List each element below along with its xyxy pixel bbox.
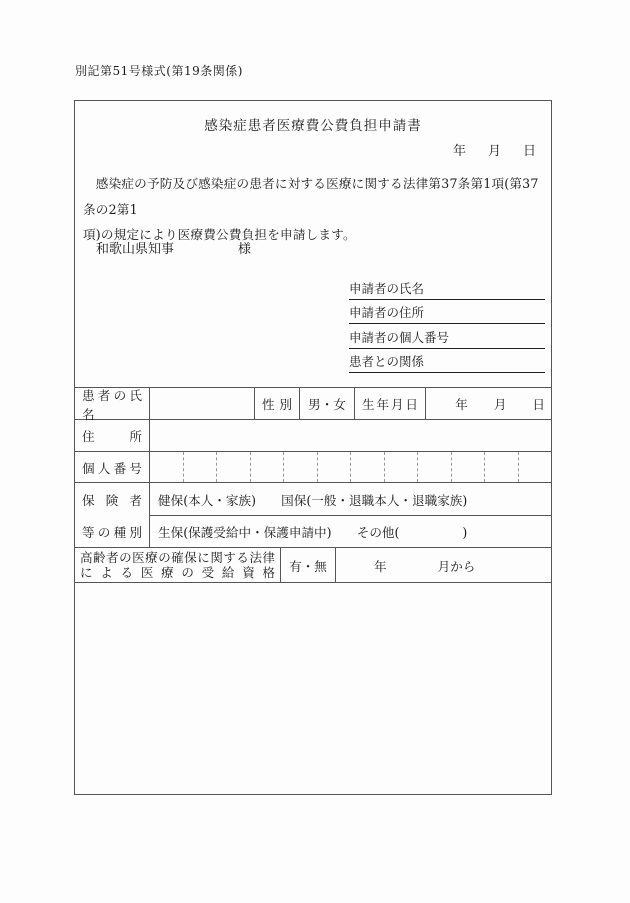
insurance-type-label-cell [75, 483, 150, 547]
table-row-patient-name [75, 388, 551, 420]
application-form-box [74, 100, 552, 795]
insurance-label-line1: 保険者 [82, 493, 142, 509]
elderly-medical-label [75, 550, 280, 581]
address-input-cell[interactable] [150, 420, 551, 451]
birth-month-unit: 月 [493, 397, 507, 412]
patient-name-input-cell[interactable] [150, 388, 255, 419]
date-month-label: 月 [487, 144, 501, 159]
declaration-line-2: 項)の規定により医療費公費負担を申請します。 [83, 227, 356, 242]
personal-number-digit-grid [150, 452, 551, 482]
insurance-type-options-cell [150, 483, 551, 547]
personal-number-digit-cell[interactable] [283, 452, 317, 482]
declaration-line-1: 感染症の予防及び感染症の患者に対する医療に関する法律第37条第1項(第37条の2第1 [83, 176, 539, 217]
elderly-month-from-unit: 月から [437, 558, 476, 574]
personal-number-input-cell [150, 452, 551, 482]
form-number-label: 別記第51号様式(第19条関係) [75, 64, 243, 78]
table-row-blank [75, 583, 551, 794]
blank-entry-area[interactable] [75, 583, 551, 794]
elderly-label-line1: 高齢者の医療の確保に関する法律 [80, 549, 275, 565]
applicant-fields-block [349, 275, 545, 373]
applicant-address-label: 申請者の住所 [349, 305, 425, 320]
insurance-options-row2[interactable] [150, 516, 551, 547]
applicant-address-field[interactable] [349, 300, 545, 325]
sex-options: 男・女 [308, 397, 346, 412]
sex-label: 性別 [262, 397, 292, 412]
birth-date-label: 生年月日 [362, 397, 418, 412]
elderly-medical-options: 有・無 [289, 558, 327, 574]
applicant-personal-number-field[interactable] [349, 324, 545, 349]
table-row-address [75, 420, 551, 452]
address-label-cell [75, 420, 150, 451]
table-row-personal-number [75, 452, 551, 483]
addressee-honorific: 様 [238, 242, 252, 257]
patient-relation-field[interactable] [349, 349, 545, 374]
personal-number-label: 個人番号 [82, 460, 142, 476]
personal-number-digit-cell[interactable] [250, 452, 284, 482]
applicant-name-label: 申請者の氏名 [349, 280, 425, 296]
patient-name-label: 患者の氏名 [82, 387, 142, 422]
birth-date-label-cell [355, 388, 426, 419]
insurance-options-row1[interactable] [150, 483, 551, 516]
insurance-type-label-stack [75, 483, 149, 547]
date-year-label: 年 [452, 144, 466, 159]
table-row-elderly-medical [75, 548, 551, 583]
personal-number-digit-cell[interactable] [518, 452, 552, 482]
insurance-options-line2: 生保(保護受給中・保護申請中) その他( ) [158, 525, 468, 541]
applicant-personal-number-label: 申請者の個人番号 [349, 329, 450, 345]
patient-relation-label: 患者との関係 [349, 354, 425, 369]
birth-date-input-cell[interactable] [426, 388, 551, 419]
patient-info-table [75, 387, 551, 794]
sex-options-cell[interactable] [300, 388, 355, 419]
personal-number-digit-cell[interactable] [216, 452, 250, 482]
elderly-medical-label-cell [75, 548, 281, 582]
addressee-name: 和歌山県知事 [96, 242, 175, 257]
insurance-options-line1: 健保(本人・家族) 国保(一般・退職本人・退職家族) [158, 492, 468, 508]
personal-number-digit-cell[interactable] [484, 452, 518, 482]
applicant-name-field[interactable] [349, 275, 545, 300]
elderly-year-unit: 年 [374, 558, 387, 574]
personal-number-digit-cell[interactable] [384, 452, 418, 482]
personal-number-digit-cell[interactable] [417, 452, 451, 482]
address-label: 住所 [82, 429, 142, 444]
patient-name-label-cell [75, 387, 150, 422]
application-date-line [453, 140, 536, 159]
personal-number-digit-cell[interactable] [183, 452, 217, 482]
insurance-label-line2: 等の種別 [82, 525, 142, 541]
personal-number-digit-cell[interactable] [350, 452, 384, 482]
form-title: 感染症患者医療費公費負担申請書 [204, 118, 422, 134]
birth-day-unit: 日 [532, 397, 545, 412]
date-day-label: 日 [522, 144, 536, 159]
addressee-line [96, 238, 251, 257]
insurance-options-stack [150, 483, 551, 547]
birth-year-unit: 年 [455, 397, 468, 412]
declaration-paragraph [83, 171, 546, 248]
personal-number-digit-cell[interactable] [451, 452, 485, 482]
sex-label-cell [255, 388, 300, 419]
personal-number-digit-cell[interactable] [150, 452, 183, 482]
table-row-insurance-type [75, 483, 551, 548]
elderly-label-line2: による医療の受給資格 [80, 565, 275, 580]
personal-number-label-cell [75, 452, 150, 482]
personal-number-digit-cell[interactable] [317, 452, 351, 482]
elderly-medical-date-cell[interactable] [336, 548, 551, 582]
elderly-medical-options-cell[interactable] [281, 548, 336, 582]
